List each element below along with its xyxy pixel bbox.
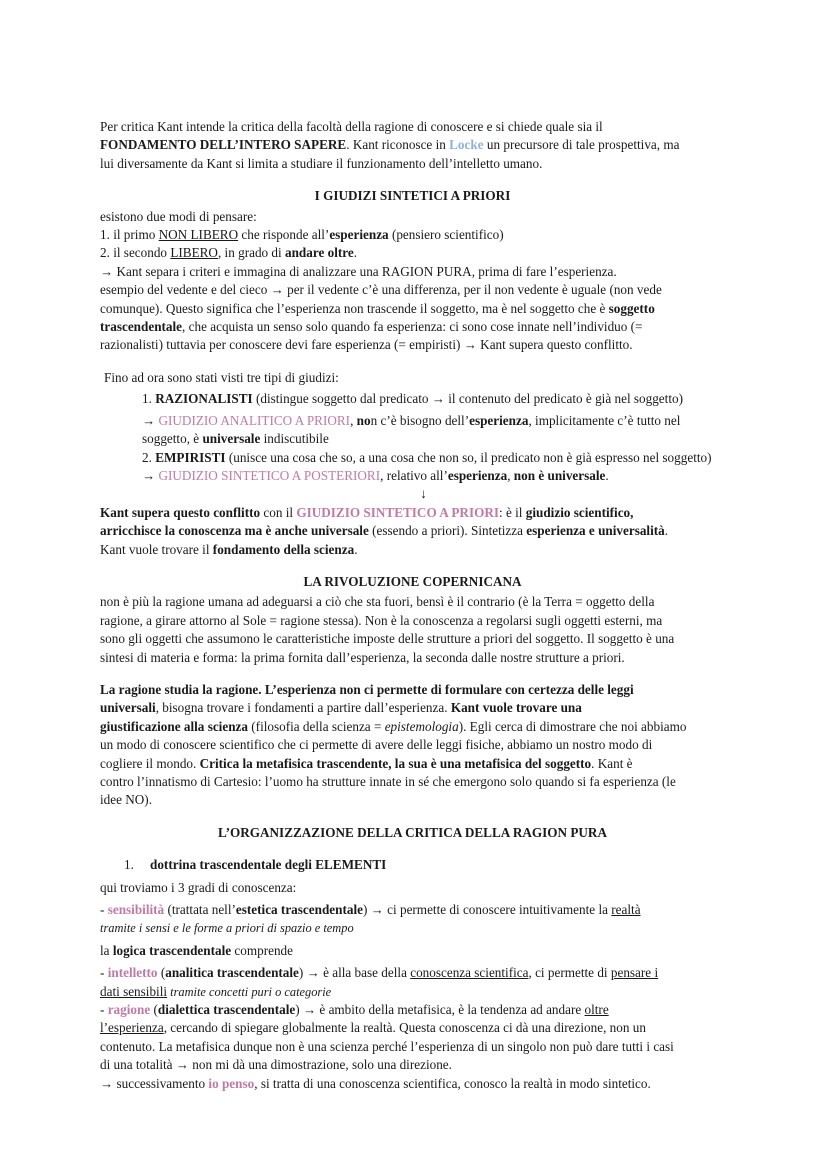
text: . — [354, 541, 358, 557]
text: soggetto, è — [142, 431, 203, 447]
text: → — [142, 467, 159, 483]
underlined-text: LIBERO — [170, 245, 218, 261]
text-line — [100, 504, 725, 522]
bold-text: La ragione studia la ragione. L’esperienza non ci permette di formulare con certezza delle leggi — [100, 681, 634, 697]
text: 1. il primo — [100, 227, 159, 243]
text-line — [100, 1019, 725, 1037]
list-number: 1. — [124, 857, 134, 873]
underlined-text: oltre — [584, 1002, 609, 1018]
bold-text: andare oltre — [284, 245, 354, 261]
text: , relativo all’ — [380, 467, 448, 483]
text: (essendo a priori). Sintetizza — [368, 523, 527, 539]
bold-text: universali — [100, 700, 156, 716]
text-line — [100, 736, 725, 754]
text: , ci permette di — [528, 965, 611, 981]
ragione-paragraph — [100, 681, 725, 810]
highlight-pink: sensibilità — [107, 902, 165, 918]
text-line: non è più la ragione umana ad adeguarsi a ciò che sta fuori, bensì è il contrario (è la Terra = oggetto della — [100, 594, 655, 610]
text: 2. — [142, 449, 156, 465]
underlined-text: dati sensibili — [100, 983, 168, 999]
text: , si tratta di una conoscenza scientifica, conosco la realtà in modo sintetico. — [254, 1075, 651, 1091]
text-line — [100, 681, 725, 699]
text: → — [142, 412, 159, 428]
bold-text: soggetto — [608, 300, 655, 316]
text-line — [100, 699, 725, 717]
text: con il — [260, 504, 297, 520]
bold-text: Kant supera questo conflitto — [100, 504, 261, 520]
text: comprende — [231, 942, 294, 958]
text: razionalisti) tuttavia per conoscere devi fare esperienza (= empiristi) → Kant supera questo conflitto. — [100, 337, 633, 353]
text: - — [100, 902, 108, 918]
highlight-pink: ragione — [107, 1002, 151, 1018]
bold-text: giustificazione alla scienza — [100, 718, 248, 734]
text: , — [350, 412, 357, 428]
bold-text: FONDAMENTO DELL’INTERO SAPERE — [100, 137, 347, 153]
text-line — [100, 136, 725, 154]
text: contro l’innatismo di Cartesio: l’uomo ha strutture innate in sé che emergono solo quando si fa esperienza (le — [100, 774, 676, 789]
document-page — [100, 118, 725, 1093]
list-item-razionalisti — [142, 390, 725, 408]
text-line — [100, 263, 725, 281]
bold-text: analitica trascendentale — [165, 965, 299, 981]
text: . — [664, 523, 669, 539]
text: qui troviamo i 3 gradi di conoscenza: — [100, 879, 297, 895]
text: (pensiero scientifico) — [388, 227, 504, 243]
text: → successivamento — [100, 1075, 209, 1091]
italic-text: tramite concetti puri o categorie — [167, 984, 332, 999]
text-line — [100, 318, 725, 336]
text: , in grado di — [217, 245, 285, 261]
text-line: sono gli oggetti che assumono le caratteristiche imposte delle strutture a priori del soggetto. Il soggetto è una — [100, 631, 675, 647]
text: ). Egli cerca di dimostrare che noi abbiamo — [458, 718, 687, 734]
text-line — [100, 791, 725, 809]
text: (distingue soggetto dal predicato → il contenuto del predicato è già nel soggetto) — [252, 391, 683, 407]
bold-text: esperienza — [329, 227, 389, 243]
text: (filosofia della scienza = — [247, 718, 385, 734]
intro-paragraph — [100, 118, 725, 173]
bold-text: trascendentale — [100, 319, 183, 335]
text: . Kant riconosce in — [346, 137, 450, 153]
text-line: sintesi di materia e forma: la prima fornita dall’esperienza, la seconda dalle nostre strutture a priori. — [100, 649, 625, 665]
text: . Kant è — [591, 755, 633, 771]
text-line — [142, 467, 725, 485]
list-item-empiristi — [142, 449, 725, 467]
section-heading-giudizi: I GIUDIZI SINTETICI A PRIORI — [314, 188, 511, 204]
underlined-text: NON LIBERO — [158, 227, 239, 243]
bold-text: EMPIRISTI — [155, 449, 226, 465]
text: esempio del vedente e del cieco → per il vedente c’è una differenza, per il non vedente è uguale (non vede — [100, 282, 662, 298]
text-line — [100, 118, 725, 136]
text: - — [100, 1002, 108, 1018]
text: n c’è bisogno dell’ — [370, 412, 470, 428]
section-heading-rivoluzione: LA RIVOLUZIONE COPERNICANA — [303, 573, 522, 589]
text: , bisogna trovare i fondamenti a partire dall’esperienza. — [155, 700, 451, 716]
text: ) → è alla base della — [298, 965, 411, 981]
text-line — [100, 1075, 725, 1093]
highlight-pink: GIUDIZIO SINTETICO A POSTERIORI — [158, 467, 381, 483]
numbered-heading-elementi — [124, 856, 725, 874]
bold-text: dottrina trascendentale degli ELEMENTI — [150, 857, 387, 873]
text: ) → ci permette di conoscere intuitivamente la — [362, 902, 612, 918]
highlight-pink: intelletto — [107, 965, 158, 981]
text-line — [100, 718, 725, 736]
bold-text: RAZIONALISTI — [155, 391, 253, 407]
text: esistono due modi di pensare: — [100, 208, 257, 224]
arrow-down-icon: ↓ — [420, 486, 427, 502]
text: ) → è ambito della metafisica, è la tendenza ad andare — [295, 1002, 585, 1018]
bold-text: logica trascendentale — [112, 942, 232, 958]
text: un precursore di tale prospettiva, ma — [483, 137, 680, 153]
bold-text: dialettica trascendentale — [157, 1002, 296, 1018]
highlight-locke: Locke — [449, 137, 484, 153]
text-line — [100, 226, 725, 244]
text: , implicitamente c’è tutto nel — [528, 412, 681, 428]
highlight-pink: GIUDIZIO SINTETICO A PRIORI — [296, 504, 499, 520]
text-line — [100, 1038, 725, 1056]
text-line — [100, 755, 725, 773]
text: 1. — [142, 391, 156, 407]
text: Kant vuole trovare il — [100, 541, 213, 557]
item-sensibilita — [100, 901, 725, 919]
bold-text: , — [630, 504, 634, 520]
bold-text: esperienza e universalità — [526, 523, 665, 539]
text-line — [142, 412, 725, 430]
italic-text: tramite i sensi e le forme a priori di spazio e tempo — [100, 921, 354, 936]
text-line — [100, 244, 725, 262]
text-line: ragione, a girare attorno al Sole = ragione stessa). Non è la conoscenza a regolarsi sugli oggetti esterni, ma — [100, 612, 663, 628]
bold-text: non è universale — [513, 467, 606, 483]
text: comunque). Questo significa che l’esperienza non trascende il soggetto, ma è nel soggetto che è — [100, 300, 609, 316]
text: . — [353, 245, 358, 261]
text: , cercando di spiegare globalmente la realtà. Questa conoscenza ci dà una direzione, non un — [163, 1020, 646, 1036]
tipi-giudizi — [104, 369, 725, 504]
sintesi-paragraph — [100, 504, 725, 559]
text-line — [100, 300, 725, 318]
bold-text: no — [356, 412, 371, 428]
underlined-text: conoscenza scientifica — [410, 965, 529, 981]
text: (trattata nell’ — [164, 902, 236, 918]
bold-text: Kant vuole trovare una — [450, 700, 582, 716]
text-line — [100, 541, 725, 559]
italic-text: epistemologia — [384, 718, 459, 734]
text: ( — [157, 965, 166, 981]
section-heading-organizzazione: L’ORGANIZZAZIONE DELLA CRITICA DELLA RAGION PURA — [218, 824, 607, 840]
text: , — [507, 467, 514, 483]
bold-text: esperienza — [447, 467, 508, 483]
text-line — [100, 879, 725, 897]
text: 2. il secondo — [100, 245, 171, 261]
text: ( — [150, 1002, 158, 1018]
text-line — [100, 522, 725, 540]
text-line — [100, 1056, 725, 1074]
text: di una totalità → non mi dà una dimostrazione, solo una direzione. — [100, 1057, 452, 1073]
text: - — [100, 965, 108, 981]
giudizi-paragraph — [100, 208, 725, 355]
text-line — [100, 281, 725, 299]
text: cogliere il mondo. — [100, 755, 200, 771]
text-line — [100, 155, 725, 173]
text: (unisce una cosa che so, a una cosa che non so, il predicato non è già espresso nel soggetto) — [225, 449, 712, 465]
bold-text: Critica la metafisica trascendente, la sua è una metafisica del soggetto — [199, 755, 592, 771]
bold-text: universale — [202, 431, 261, 447]
rivoluzione-paragraph — [100, 593, 725, 667]
text: un modo di conoscere scientifico che ci permette di avere delle leggi fisiche, abbiamo un nostro modo di — [100, 737, 653, 753]
text: la — [100, 942, 113, 958]
text: Per critica Kant intende la critica della facoltà della ragione di conoscere e si chiede quale sia il — [100, 119, 603, 134]
underlined-text: pensare i — [610, 965, 659, 981]
text-line — [100, 773, 725, 791]
highlight-pink: io penso — [208, 1075, 255, 1091]
text: contenuto. La metafisica dunque non è una scienza perché l’esperienza di un singolo non può dare tutti i casi — [100, 1038, 674, 1054]
bold-text: arricchisce la conoscenza ma è anche universale — [100, 523, 369, 539]
text: lui diversamente da Kant si limita a studiare il funzionamento dell’intelletto umano. — [100, 155, 543, 171]
bold-text: giudizio scientifico — [525, 504, 631, 520]
text-line — [100, 208, 725, 226]
bold-text: esperienza — [469, 412, 529, 428]
text-line — [142, 430, 725, 448]
text: → Kant separa i criteri e immagina di analizzare una RAGION PURA, prima di fare l’esperienza. — [100, 263, 617, 279]
text: , che acquista un senso solo quando fa esperienza: ci sono cose innate nell’individuo (= — [182, 319, 643, 335]
text: : è il — [499, 504, 526, 520]
text-line — [100, 942, 725, 960]
text: che risponde all’ — [238, 227, 330, 243]
underlined-text: realtà — [611, 902, 641, 918]
text-line — [100, 336, 725, 354]
organizzazione-section — [100, 856, 725, 1093]
text-line — [104, 369, 725, 387]
text: indiscutibile — [260, 431, 329, 447]
text: idee NO). — [100, 792, 152, 808]
text-line — [100, 983, 725, 1001]
text-line — [100, 919, 725, 937]
highlight-pink: GIUDIZIO ANALITICO A PRIORI — [158, 412, 351, 428]
item-ragione — [100, 1001, 725, 1019]
bold-text: estetica trascendentale — [235, 902, 363, 918]
text: Fino ad ora sono stati visti tre tipi di giudizi: — [104, 369, 339, 385]
text: . — [605, 467, 609, 483]
underlined-text: l’esperienza — [100, 1020, 164, 1036]
item-intelletto — [100, 964, 725, 982]
bold-text: fondamento della scienza — [212, 541, 355, 557]
